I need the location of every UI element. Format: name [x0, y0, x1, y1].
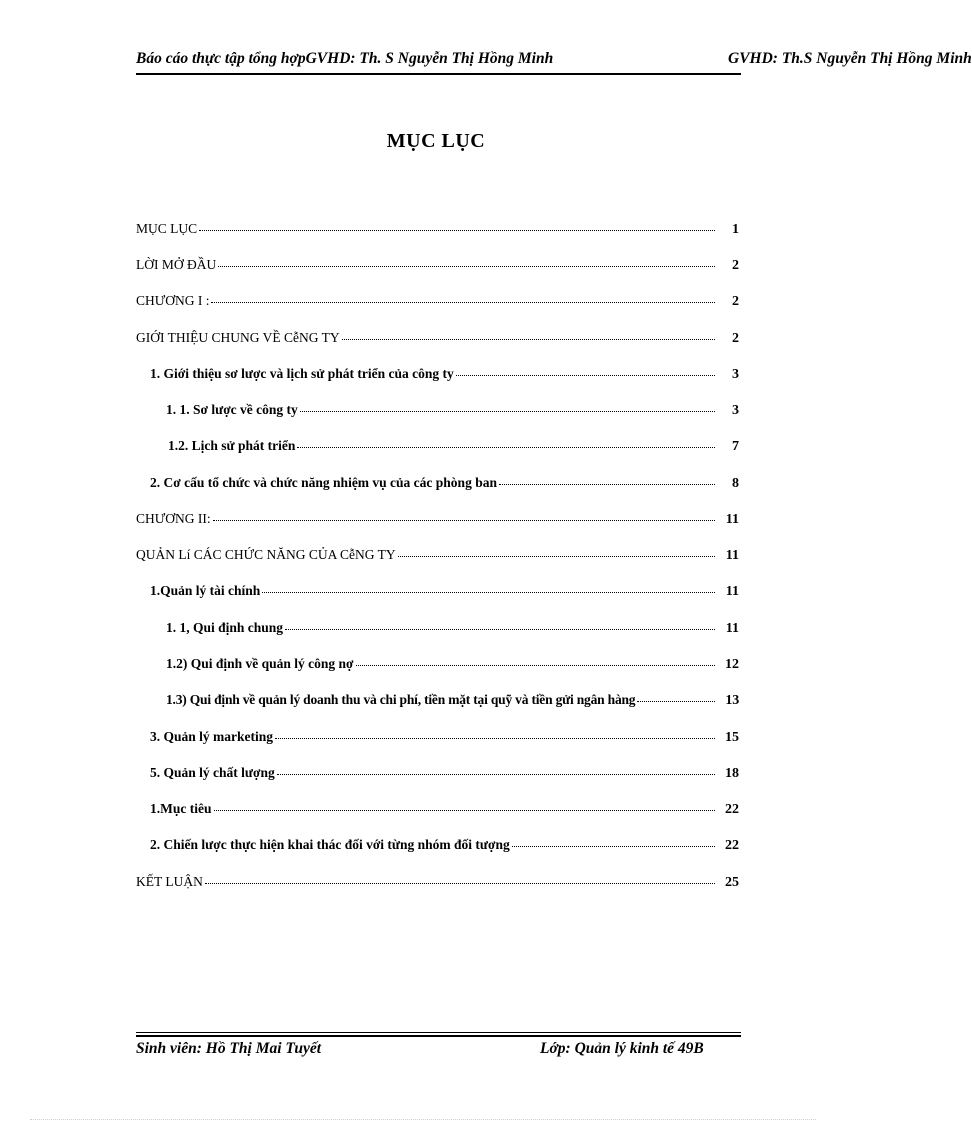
toc-entry-so-luoc-cong-ty[interactable] [166, 402, 739, 422]
toc-entry-co-cau-to-chuc[interactable] [150, 475, 739, 495]
toc-entry-label: MỤC LỤC [136, 221, 198, 236]
toc-leader-dots [398, 546, 715, 557]
toc-entry-label: CHƯƠNG I : [136, 293, 210, 308]
toc-entry-quan-li-chuc-nang[interactable] [136, 547, 739, 567]
toc-leader-dots [637, 691, 715, 702]
toc-entry-label: 1.2) Qui định về quản lý công nợ [166, 656, 354, 671]
toc-entry-page: 15 [725, 730, 739, 745]
toc-entry-page: 11 [725, 621, 739, 636]
toc-entry-page: 7 [732, 439, 739, 454]
toc-entry-page: 11 [725, 584, 739, 599]
toc-leader-dots [199, 220, 715, 231]
toc-entry-ket-luan[interactable] [136, 874, 739, 894]
toc-entry-page: 2 [732, 294, 739, 309]
toc-entry-muc-tieu[interactable] [150, 801, 739, 821]
toc-entry-label: 1. 1, Qui định chung [166, 620, 284, 635]
toc-entry-label: 2. Cơ cấu tổ chức và chức năng nhiệm vụ của các phòng ban [150, 475, 497, 490]
toc-entry-loi-mo-dau[interactable] [136, 257, 739, 277]
toc-entry-label: 2. Chiến lược thực hiện khai thác đối với từng nhóm đối tượng [150, 837, 510, 852]
toc-entry-page: 3 [732, 367, 739, 382]
toc-entry-page: 11 [725, 548, 739, 563]
toc-entry-quan-ly-marketing[interactable] [150, 729, 739, 749]
toc-leader-dots [512, 836, 715, 847]
page-title: MỤC LỤC [386, 130, 486, 152]
toc-leader-dots [499, 474, 715, 485]
toc-entry-label: 1.2. Lịch sử phát triển [168, 438, 296, 453]
toc-entry-label: GIỚI THIỆU CHUNG VỀ CễNG TY [136, 330, 340, 345]
footer-rule-thin [136, 1032, 741, 1033]
footer-rule-thick [136, 1035, 741, 1037]
toc-entry-label: 5. Quản lý chất lượng [150, 765, 275, 780]
toc-leader-dots [262, 582, 715, 593]
toc-entry-quan-ly-chat-luong[interactable] [150, 765, 739, 785]
toc-entry-page: 3 [732, 403, 739, 418]
toc-entry-quan-ly-tai-chinh[interactable] [150, 583, 739, 603]
toc-entry-page: 18 [725, 766, 739, 781]
toc-entry-qui-dinh-chung[interactable] [166, 620, 739, 640]
toc-entry-label: 1.3) Qui định về quản lý doanh thu và chi phí, tiền mặt tại quỹ và tiền gửi ngân hàng [166, 692, 636, 707]
toc-entry-label: QUẢN Lí CÁC CHỨC NĂNG CỦA CễNG TY [136, 547, 396, 562]
toc-leader-dots [275, 728, 715, 739]
toc-entry-label: 1.Mục tiêu [150, 801, 212, 816]
toc-entry-label: 1. Giới thiệu sơ lược và lịch sử phát triển của công ty [150, 366, 454, 381]
toc-entry-page: 1 [732, 222, 739, 237]
toc-entry-label: 1.Quản lý tài chính [150, 583, 261, 598]
toc-leader-dots [456, 365, 715, 376]
toc-entry-page: 2 [732, 331, 739, 346]
toc-leader-dots [297, 437, 715, 448]
toc-entry-muc-luc[interactable] [136, 221, 739, 241]
toc-leader-dots [211, 292, 715, 303]
toc-entry-chien-luoc[interactable] [150, 837, 739, 857]
toc-entry-page: 22 [725, 838, 739, 853]
toc-entry-page: 11 [725, 512, 739, 527]
toc-entry-page: 12 [725, 657, 739, 672]
toc-leader-dots [342, 329, 715, 340]
header-left-text: Báo cáo thực tập tổng hợpGVHD: Th. S Nguyễn Thị Hồng Minh [136, 50, 554, 67]
toc-leader-dots [218, 256, 715, 267]
toc-entry-page: 22 [725, 802, 739, 817]
toc-entry-label: KẾT LUẬN [136, 874, 203, 889]
toc-entry-chuong-1[interactable] [136, 293, 739, 313]
toc-leader-dots [205, 873, 715, 884]
toc-leader-dots [300, 401, 715, 412]
toc-entry-label: 3. Quản lý marketing [150, 729, 274, 744]
page-footer [136, 1040, 741, 1062]
toc-entry-gioi-thieu-chung[interactable] [136, 330, 739, 350]
header-right-text: GVHD: Th.S Nguyễn Thị Hồng Minh [728, 50, 972, 67]
toc-leader-dots [214, 800, 716, 811]
toc-entry-page: 2 [732, 258, 739, 273]
toc-entry-doanh-thu-chi-phi[interactable] [166, 692, 739, 712]
toc-entry-page: 13 [725, 693, 739, 708]
footer-class-name: Lớp: Quản lý kinh tế 49B [540, 1040, 704, 1057]
footer-student-name: Sinh viên: Hồ Thị Mai Tuyết [136, 1040, 322, 1057]
toc-leader-dots [213, 510, 715, 521]
toc-entry-label: CHƯƠNG II: [136, 511, 211, 526]
toc-entry-label: LỜI MỞ ĐẦU [136, 257, 217, 272]
toc-entry-lich-su-phat-trien[interactable] [168, 438, 739, 458]
toc-entry-label: 1. 1. Sơ lược về công ty [166, 402, 298, 417]
toc-entry-page: 8 [732, 476, 739, 491]
toc-leader-dots [285, 619, 715, 630]
toc-leader-dots [356, 655, 715, 666]
toc-entry-gioi-thieu-so-luoc[interactable] [150, 366, 739, 386]
toc-entry-chuong-2[interactable] [136, 511, 739, 531]
page-bottom-edge [30, 1119, 816, 1120]
toc-entry-quan-ly-cong-no[interactable] [166, 656, 739, 676]
toc-leader-dots [277, 764, 715, 775]
toc-entry-page: 25 [725, 875, 739, 890]
